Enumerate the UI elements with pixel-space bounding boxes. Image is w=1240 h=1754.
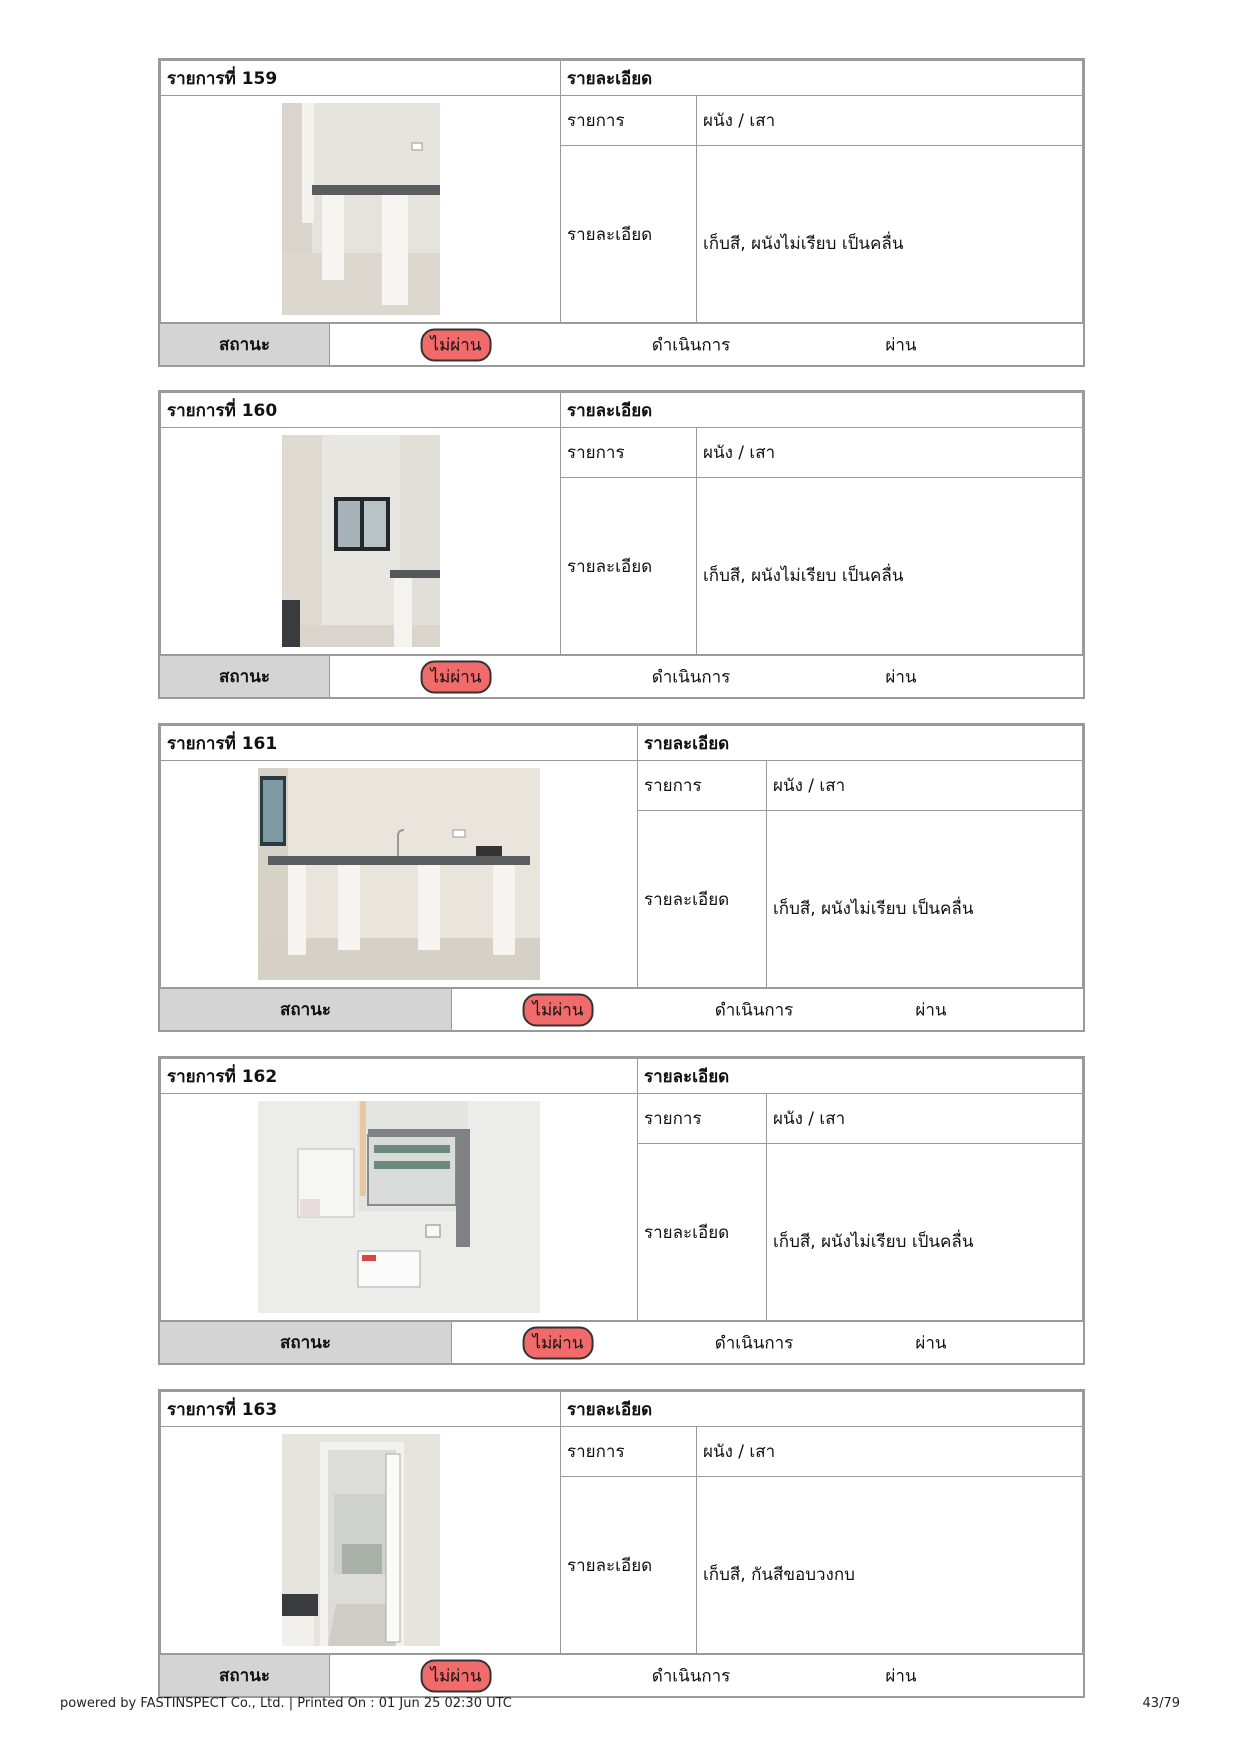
status-label: สถานะ xyxy=(160,989,452,1030)
inspection-card-163 xyxy=(158,1389,1085,1698)
detail-header: รายละเอียด xyxy=(561,393,1083,428)
detail-value: เก็บสี, ผนังไม่เรียบ เป็นคลื่น xyxy=(697,146,1083,323)
status-label: สถานะ xyxy=(160,324,330,365)
status-option-in-progress[interactable]: ดำเนินการ xyxy=(651,1666,731,1686)
status-option-pass[interactable]: ผ่าน xyxy=(885,1666,917,1686)
photo-cell xyxy=(161,1427,561,1654)
item-value: ผนัง / เสา xyxy=(697,96,1083,146)
detail-header: รายละเอียด xyxy=(638,1059,1083,1094)
detail-label: รายละเอียด xyxy=(561,478,697,655)
status-option-fail[interactable]: ไม่ผ่าน xyxy=(523,1326,594,1359)
status-row xyxy=(160,1654,1083,1696)
detail-header: รายละเอียด xyxy=(561,61,1083,96)
detail-label: รายละเอียด xyxy=(561,1477,697,1654)
status-option-fail[interactable]: ไม่ผ่าน xyxy=(421,1659,492,1692)
item-label: รายการ xyxy=(561,428,697,478)
status-options xyxy=(452,1322,1083,1363)
status-row xyxy=(160,655,1083,697)
status-option-pass[interactable]: ผ่าน xyxy=(915,1000,947,1020)
electrical-panel-photo[interactable] xyxy=(258,1101,540,1313)
footer-credit: powered by FASTINSPECT Co., Ltd. | Printed On : 01 Jun 25 02:30 UTC xyxy=(60,1696,512,1711)
page-number: 43/79 xyxy=(1142,1696,1180,1711)
item-value: ผนัง / เสา xyxy=(767,761,1083,811)
detail-header: รายละเอียด xyxy=(638,726,1083,761)
status-option-in-progress[interactable]: ดำเนินการ xyxy=(714,1333,794,1353)
item-value: ผนัง / เสา xyxy=(697,428,1083,478)
item-value: ผนัง / เสา xyxy=(767,1094,1083,1144)
status-option-in-progress[interactable]: ดำเนินการ xyxy=(651,667,731,687)
detail-value: เก็บสี, กันสีขอบวงกบ xyxy=(697,1477,1083,1654)
kitchen-window-photo[interactable] xyxy=(282,435,440,647)
detail-value: เก็บสี, ผนังไม่เรียบ เป็นคลื่น xyxy=(697,478,1083,655)
item-title: รายการที่ 163 xyxy=(161,1392,561,1427)
detail-label: รายละเอียด xyxy=(561,146,697,323)
kitchen-counter-photo[interactable] xyxy=(282,103,440,315)
photo-cell xyxy=(161,96,561,323)
status-option-pass[interactable]: ผ่าน xyxy=(885,667,917,687)
detail-label: รายละเอียด xyxy=(638,811,767,988)
photo-cell xyxy=(161,1094,638,1321)
status-options xyxy=(330,656,1083,697)
status-options xyxy=(452,989,1083,1030)
doorway-photo[interactable] xyxy=(282,1434,440,1646)
photo-cell xyxy=(161,428,561,655)
page-footer xyxy=(60,1696,1180,1711)
detail-label: รายละเอียด xyxy=(638,1144,767,1321)
status-option-in-progress[interactable]: ดำเนินการ xyxy=(651,335,731,355)
status-option-in-progress[interactable]: ดำเนินการ xyxy=(714,1000,794,1020)
status-label: สถานะ xyxy=(160,656,330,697)
item-title: รายการที่ 159 xyxy=(161,61,561,96)
detail-value: เก็บสี, ผนังไม่เรียบ เป็นคลื่น xyxy=(767,811,1083,988)
status-row xyxy=(160,1321,1083,1363)
item-value: ผนัง / เสา xyxy=(697,1427,1083,1477)
status-options xyxy=(330,1655,1083,1696)
status-option-pass[interactable]: ผ่าน xyxy=(885,335,917,355)
item-label: รายการ xyxy=(561,96,697,146)
status-row xyxy=(160,323,1083,365)
photo-cell xyxy=(161,761,638,988)
inspection-card-159 xyxy=(158,58,1085,367)
status-option-fail[interactable]: ไม่ผ่าน xyxy=(421,660,492,693)
inspection-card-162 xyxy=(158,1056,1085,1365)
inspection-card-160 xyxy=(158,390,1085,699)
sink-counter-photo[interactable] xyxy=(258,768,540,980)
status-option-fail[interactable]: ไม่ผ่าน xyxy=(421,328,492,361)
inspection-card-161 xyxy=(158,723,1085,1032)
item-label: รายการ xyxy=(638,1094,767,1144)
item-title: รายการที่ 161 xyxy=(161,726,638,761)
item-title: รายการที่ 160 xyxy=(161,393,561,428)
status-row xyxy=(160,988,1083,1030)
detail-value: เก็บสี, ผนังไม่เรียบ เป็นคลื่น xyxy=(767,1144,1083,1321)
status-option-fail[interactable]: ไม่ผ่าน xyxy=(523,993,594,1026)
detail-header: รายละเอียด xyxy=(561,1392,1083,1427)
item-label: รายการ xyxy=(561,1427,697,1477)
item-title: รายการที่ 162 xyxy=(161,1059,638,1094)
status-label: สถานะ xyxy=(160,1322,452,1363)
status-option-pass[interactable]: ผ่าน xyxy=(915,1333,947,1353)
status-label: สถานะ xyxy=(160,1655,330,1696)
item-label: รายการ xyxy=(638,761,767,811)
status-options xyxy=(330,324,1083,365)
